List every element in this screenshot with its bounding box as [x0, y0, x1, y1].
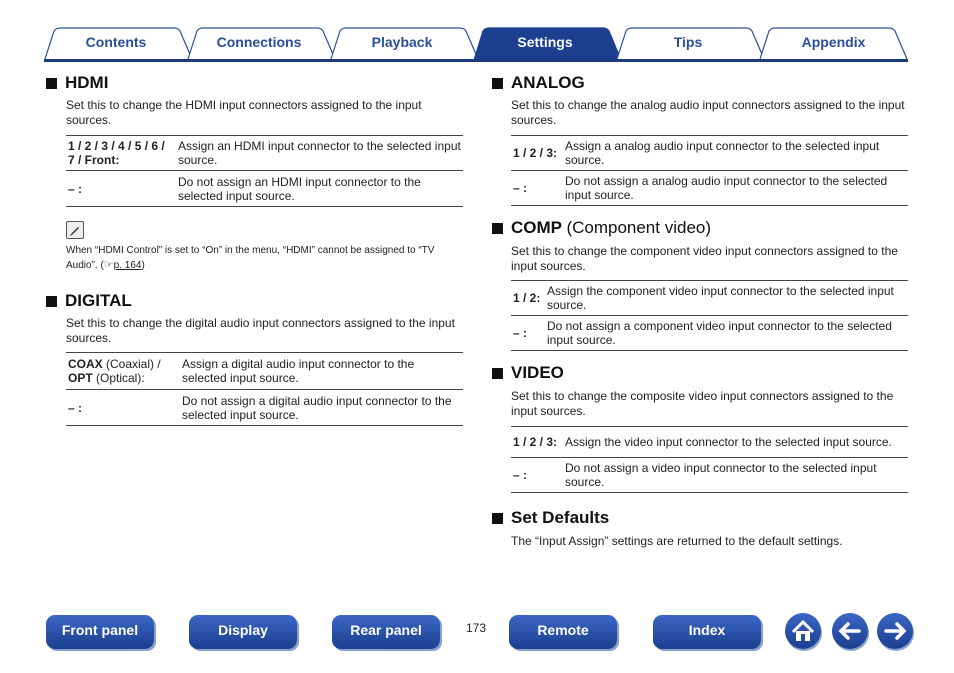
digital-heading: DIGITAL	[46, 291, 132, 311]
option-value: Assign a digital audio input connector to the selected input source.	[180, 353, 463, 390]
front-panel-button[interactable]: Front panel	[46, 615, 154, 649]
table-row	[511, 136, 908, 171]
hdmi-description: Set this to change the HDMI input connectors assigned to the input sources.	[66, 98, 422, 127]
option-key: – :	[511, 316, 545, 351]
table-row	[66, 136, 463, 171]
comp-description: Set this to change the component video input connectors assigned to the input sources.	[511, 244, 898, 273]
square-bullet-icon	[492, 368, 503, 379]
page-reference-link[interactable]: p. 164	[113, 260, 142, 271]
home-icon	[785, 613, 821, 649]
digital-description: Set this to change the digital audio input connectors assigned to the input sources.	[66, 316, 455, 345]
square-bullet-icon	[46, 78, 57, 89]
tab-connections[interactable]: Connections	[187, 27, 331, 59]
option-value: Assign an HDMI input connector to the selected input source.	[176, 136, 463, 171]
set-defaults-description: The “Input Assign” settings are returned to the default settings.	[511, 534, 843, 548]
back-arrow-icon	[832, 613, 868, 649]
video-heading: VIDEO	[492, 363, 564, 383]
remote-button[interactable]: Remote	[509, 615, 617, 649]
back-button[interactable]	[832, 613, 868, 649]
top-tab-bar	[44, 27, 908, 61]
option-key: COAX (Coaxial) / OPT (Optical):	[66, 353, 180, 390]
square-bullet-icon	[492, 223, 503, 234]
index-button[interactable]: Index	[653, 615, 761, 649]
table-row	[511, 427, 908, 458]
tab-tips[interactable]: Tips	[616, 27, 760, 59]
option-value: Do not assign a digital audio input connector to the selected input source.	[180, 390, 463, 426]
option-value: Assign the component video input connector to the selected input source.	[545, 281, 908, 316]
set-defaults-heading: Set Defaults	[492, 508, 609, 528]
option-value: Assign the video input connector to the selected input source.	[563, 427, 908, 458]
table-row	[511, 316, 908, 351]
video-options-table	[511, 426, 908, 493]
tab-settings[interactable]: Settings	[473, 27, 617, 59]
tab-contents[interactable]: Contents	[44, 27, 188, 59]
analog-options-table	[511, 135, 908, 206]
option-value: Do not assign a analog audio input connector to the selected input source.	[563, 171, 908, 206]
home-button[interactable]	[785, 613, 821, 649]
table-row	[511, 171, 908, 206]
option-key: 1 / 2 / 3:	[511, 427, 563, 458]
table-row	[511, 458, 908, 493]
page-number: 173	[466, 621, 487, 635]
comp-heading: COMP (Component video)	[492, 218, 711, 238]
option-key: 1 / 2 / 3:	[511, 136, 563, 171]
option-value: Assign a analog audio input connector to the selected input source.	[563, 136, 908, 171]
option-value: Do not assign an HDMI input connector to the selected input source.	[176, 171, 463, 207]
option-key: – :	[511, 458, 563, 493]
analog-heading: ANALOG	[492, 73, 585, 93]
square-bullet-icon	[492, 78, 503, 89]
forward-button[interactable]	[877, 613, 913, 649]
hdmi-heading: HDMI	[46, 73, 108, 93]
square-bullet-icon	[46, 296, 57, 307]
video-description: Set this to change the composite video input connectors assigned to the input sources.	[511, 389, 894, 418]
table-row	[66, 353, 463, 390]
note-pencil-icon	[66, 221, 84, 239]
reference-hand-icon: ☞	[103, 259, 114, 271]
option-value: Do not assign a component video input connector to the selected input source.	[545, 316, 908, 351]
comp-options-table	[511, 280, 908, 351]
hdmi-note: When “HDMI Control” is set to “On” in the menu, “HDMI” cannot be assigned to “TV Audio”. (☞p. 164)	[66, 245, 435, 271]
option-key: 1 / 2 / 3 / 4 / 5 / 6 / 7 / Front:	[66, 136, 176, 171]
digital-options-table	[66, 352, 463, 426]
rear-panel-button[interactable]: Rear panel	[332, 615, 440, 649]
display-button[interactable]: Display	[189, 615, 297, 649]
square-bullet-icon	[492, 513, 503, 524]
forward-arrow-icon	[877, 613, 913, 649]
tab-playback[interactable]: Playback	[330, 27, 474, 59]
option-key: – :	[66, 390, 180, 426]
tab-appendix[interactable]: Appendix	[759, 27, 908, 59]
tab-underline	[44, 59, 908, 62]
hdmi-options-table	[66, 135, 463, 207]
table-row	[511, 281, 908, 316]
option-key: 1 / 2:	[511, 281, 545, 316]
table-row	[66, 171, 463, 207]
table-row	[66, 390, 463, 426]
option-key: – :	[66, 171, 176, 207]
option-value: Do not assign a video input connector to the selected input source.	[563, 458, 908, 493]
analog-description: Set this to change the analog audio input connectors assigned to the input sources.	[511, 98, 905, 127]
option-key: – :	[511, 171, 563, 206]
